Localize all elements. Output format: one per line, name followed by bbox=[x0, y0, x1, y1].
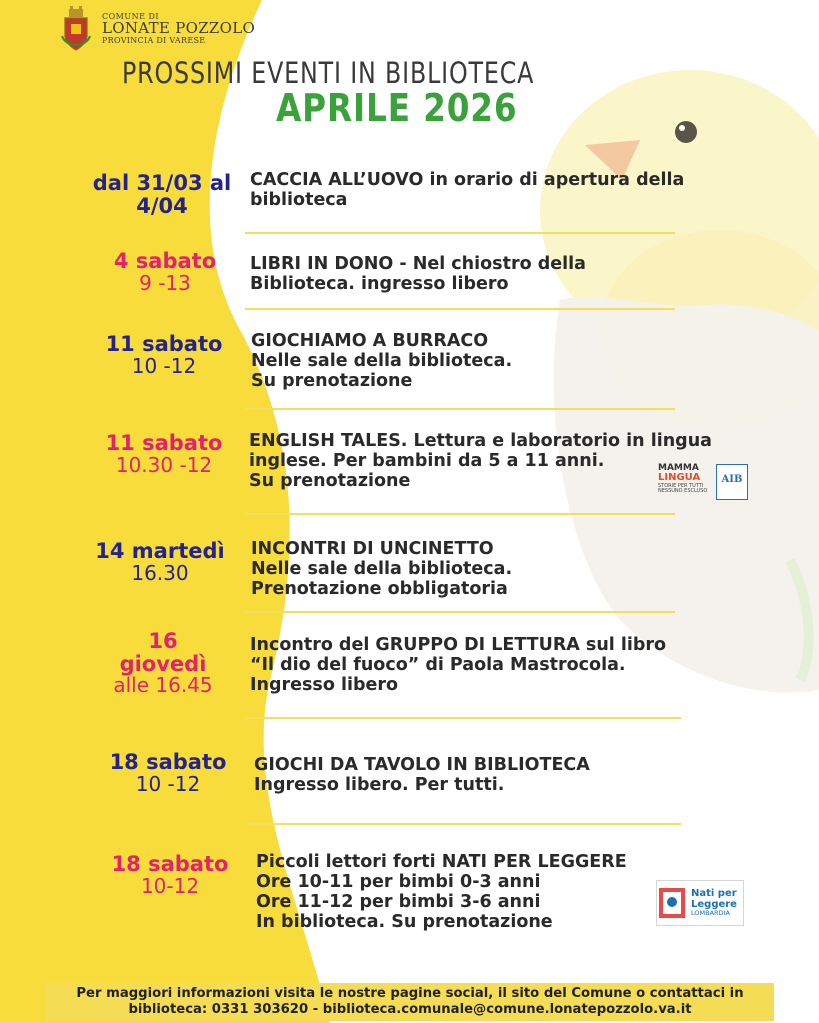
divider bbox=[245, 823, 681, 825]
event-line: Ingresso libero bbox=[250, 675, 398, 696]
book-icon bbox=[657, 884, 687, 922]
event-description bbox=[251, 331, 512, 391]
event-date bbox=[62, 172, 262, 217]
npl-line: Nati per bbox=[691, 888, 737, 900]
event-line: Su prenotazione bbox=[251, 371, 413, 392]
event-day: 11 sabato bbox=[105, 332, 223, 356]
event-description bbox=[254, 755, 590, 795]
event-line: Prenotazione obbligatoria bbox=[251, 579, 508, 600]
page-title: PROSSIMI EVENTI IN BIBLIOTECA bbox=[122, 56, 535, 90]
event-description bbox=[256, 852, 627, 933]
event-line: GIOCHI DA TAVOLO IN BIBLIOTECA bbox=[254, 755, 590, 775]
footer-info-bar bbox=[46, 983, 774, 1021]
mamma-lingua-line: STORIE PER TUTTI NESSUNO ESCLUSO bbox=[658, 482, 708, 495]
event-line: Ingresso libero. Per tutti. bbox=[254, 775, 505, 796]
event-description bbox=[250, 254, 586, 294]
event-line: GIOCHIAMO A BURRACO bbox=[251, 331, 489, 351]
page-subtitle-month: APRILE 2026 bbox=[276, 86, 518, 130]
provincia-label: PROVINCIA DI VARESE bbox=[102, 35, 206, 45]
event-date bbox=[70, 853, 270, 897]
footer-line: biblioteca: 0331 303620 - biblioteca.comunale@comune.lonatepozzolo.va.it bbox=[128, 1001, 692, 1017]
event-line: INCONTRI DI UNCINETTO bbox=[251, 539, 494, 559]
nati-per-leggere-logo bbox=[656, 880, 744, 926]
event-line: In biblioteca. Su prenotazione bbox=[256, 912, 553, 933]
comune-name: LONATE POZZOLO bbox=[102, 19, 256, 38]
event-line: inglese. Per bambini da 5 a 11 anni. bbox=[249, 451, 605, 472]
event-description bbox=[251, 539, 512, 599]
event-line: Su prenotazione bbox=[249, 471, 411, 492]
divider bbox=[245, 717, 681, 719]
event-time: 10 -12 bbox=[135, 771, 201, 796]
event-time: 10-12 bbox=[140, 873, 200, 898]
event-line: biblioteca bbox=[250, 190, 348, 211]
event-line: “Il dio del fuoco” di Paola Mastrocola. bbox=[250, 655, 626, 676]
event-date bbox=[64, 432, 264, 476]
mamma-lingua-line: LINGUA bbox=[658, 472, 701, 484]
event-time: 10.30 -12 bbox=[115, 452, 213, 477]
event-description bbox=[250, 635, 666, 695]
event-description bbox=[249, 431, 712, 491]
event-date bbox=[63, 630, 263, 697]
divider bbox=[245, 611, 675, 613]
event-day: dal 31/03 al 4/04 bbox=[92, 171, 232, 218]
event-description bbox=[250, 170, 684, 210]
event-time: 10 -12 bbox=[131, 353, 197, 378]
event-line: ENGLISH TALES. Lettura e laboratorio in lingua bbox=[249, 431, 712, 451]
event-date bbox=[64, 333, 264, 377]
npl-line: Leggere bbox=[691, 898, 737, 910]
divider bbox=[245, 408, 675, 410]
event-day: 18 sabato bbox=[109, 750, 227, 774]
event-date bbox=[65, 250, 265, 294]
aib-logo bbox=[716, 464, 748, 500]
event-date bbox=[60, 540, 260, 584]
event-time: 16.30 bbox=[131, 560, 189, 585]
event-day: 4 sabato bbox=[113, 249, 217, 273]
npl-line: LOMBARDIA bbox=[691, 909, 730, 918]
divider bbox=[245, 308, 675, 310]
chick-illustration bbox=[540, 70, 819, 692]
mamma-lingua-line: MAMMA bbox=[658, 463, 699, 473]
footer-line: Per maggiori informazioni visita le nostre pagine social, il sito del Comune o contattaci in bbox=[76, 986, 744, 1001]
event-line: Ore 11-12 per bimbi 3-6 anni bbox=[256, 892, 541, 913]
event-day: 14 martedì bbox=[95, 539, 225, 563]
event-line: Biblioteca. ingresso libero bbox=[250, 274, 509, 295]
event-line: Incontro del GRUPPO DI LETTURA sul libro bbox=[250, 635, 667, 655]
event-line: LIBRI IN DONO - Nel chiostro della bbox=[250, 254, 586, 274]
event-day: 11 sabato bbox=[105, 431, 223, 455]
event-day: 18 sabato bbox=[111, 852, 229, 876]
event-date bbox=[68, 751, 268, 795]
event-line: Nelle sale della biblioteca. bbox=[251, 559, 513, 580]
event-line: Ore 10-11 per bimbi 0-3 anni bbox=[256, 872, 541, 893]
divider bbox=[245, 513, 675, 515]
divider bbox=[245, 232, 675, 234]
event-time: alle 16.45 bbox=[113, 673, 213, 698]
event-line: CACCIA ALL’UOVO in orario di apertura della bbox=[250, 170, 685, 190]
event-day: 16 giovedì bbox=[119, 629, 207, 676]
event-time: 9 -13 bbox=[139, 270, 191, 295]
crest-icon bbox=[60, 6, 92, 52]
mamma-lingua-logo bbox=[658, 464, 708, 494]
event-line: Nelle sale della biblioteca. bbox=[251, 351, 513, 372]
aib-label: AIB bbox=[721, 474, 743, 485]
comune-di-label: COMUNE DI bbox=[102, 11, 160, 21]
municipality-header bbox=[60, 6, 255, 52]
event-line: Piccoli lettori forti NATI PER LEGGERE bbox=[256, 852, 627, 872]
